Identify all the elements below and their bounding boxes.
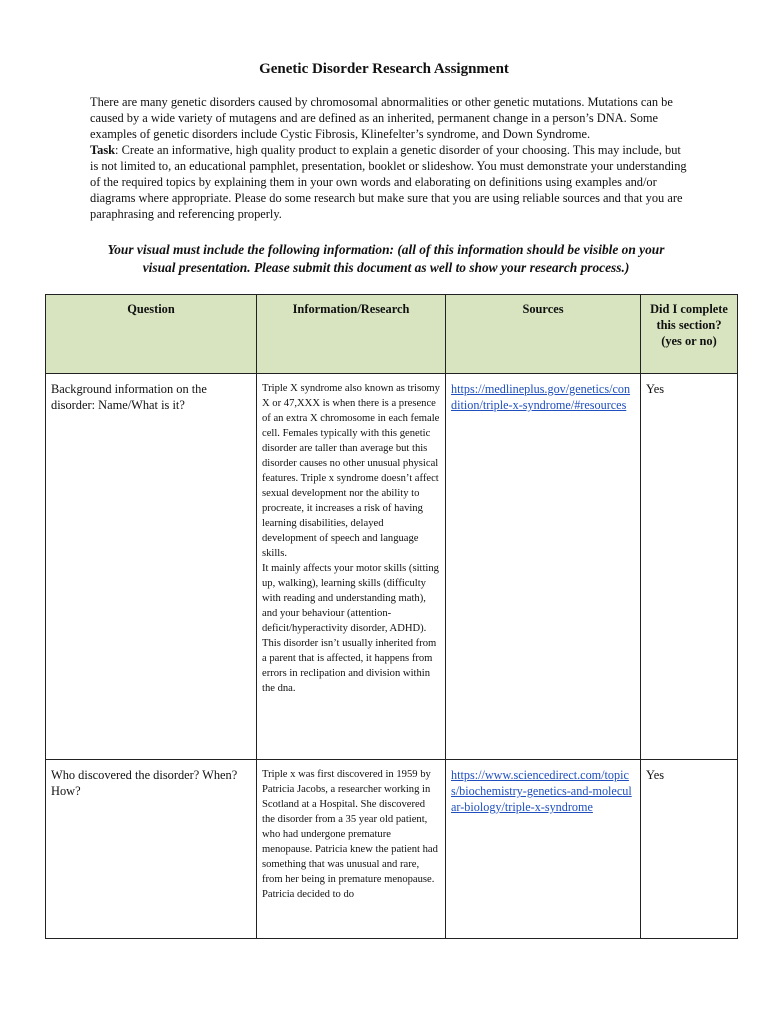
source-link[interactable]: https://www.sciencedirect.com/topics/biochemistry-genetics-and-molecular-biology/triple-x-syndrome [451, 768, 632, 814]
table-header-row [46, 295, 738, 374]
completed-cell: Yes [641, 374, 738, 760]
header-completed: Did I complete this section? (yes or no) [641, 295, 738, 374]
sources-cell [446, 374, 641, 760]
task-text: : Create an informative, high quality product to explain a genetic disorder of your choosing. This may include, but is not limited to, an educational pamphlet, presentation, booklet or slideshow. You must demonstrate your understanding of the required topics by explaining them in your own words and elaborating on definitions using examples and/or diagrams where appropriate. Please do some research but make sure that you are using reliable sources and that you are paraphrasing and referencing properly. [90, 143, 687, 221]
completed-cell: Yes [641, 760, 738, 939]
task-label: Task [90, 143, 116, 157]
document-title: Genetic Disorder Research Assignment [259, 61, 509, 77]
visual-requirements-notice: Your visual must include the following information: (all of this information should be visible on your visual presentation. Please submit this document as well to show your research process.) [107, 242, 665, 275]
header-sources: Sources [446, 295, 641, 374]
question-cell: Who discovered the disorder? When? How? [46, 760, 257, 939]
header-question: Question [46, 295, 257, 374]
question-cell: Background information on the disorder: Name/What is it? [46, 374, 257, 760]
information-cell [257, 374, 446, 760]
intro-paragraph: There are many genetic disorders caused by chromosomal abnormalities or other genetic mutations. Mutations can be caused by a wide variety of mutagens and are defined as an inherited, permanent change in a person’s DNA. Some examples of genetic disorders include Cystic Fibrosis, Klinefelter’s syndrome, and Down Syndrome. [90, 95, 673, 141]
table-row [46, 374, 738, 760]
intro-section [90, 94, 690, 222]
source-link[interactable]: https://medlineplus.gov/genetics/condition/triple-x-syndrome/#resources [451, 382, 631, 412]
research-table [45, 294, 738, 939]
information-cell [257, 760, 446, 939]
info-paragraph: Triple x was first discovered in 1959 by Patricia Jacobs, a researcher working in Scotland at a Hospital. She discovered the disorder from a 35 year old patient, who had undergone premature menopause. Patricia knew the patient had something that was unusual and rare, from her being in premature menopause. Patricia decided to do [262, 769, 438, 900]
table-row [46, 760, 738, 939]
task-paragraph [90, 142, 690, 222]
info-paragraph: It mainly affects your motor skills (sitting up, walking), learning skills (difficulty with reading and understanding math), and your behaviour (attention-deficit/hyperactivity disorder, ADHD). This disorder isn’t usually inherited from a parent that is affected, it happens from errors in reclipation and division within the dna. [262, 563, 439, 694]
info-paragraph: Triple X syndrome also known as trisomy X or 47,XXX is when there is a presence of an extra X chromosome in each female cell. Females typically with this genetic disorder are taller than average but this disorder causes no other unusual physical features. Triple x syndrome doesn’t affect sexual development nor the ability to procreate, it increases a risk of having learning disabilities, delayed development of speech and language skills. [262, 383, 440, 559]
sources-cell [446, 760, 641, 939]
header-information-research: Information/Research [257, 295, 446, 374]
